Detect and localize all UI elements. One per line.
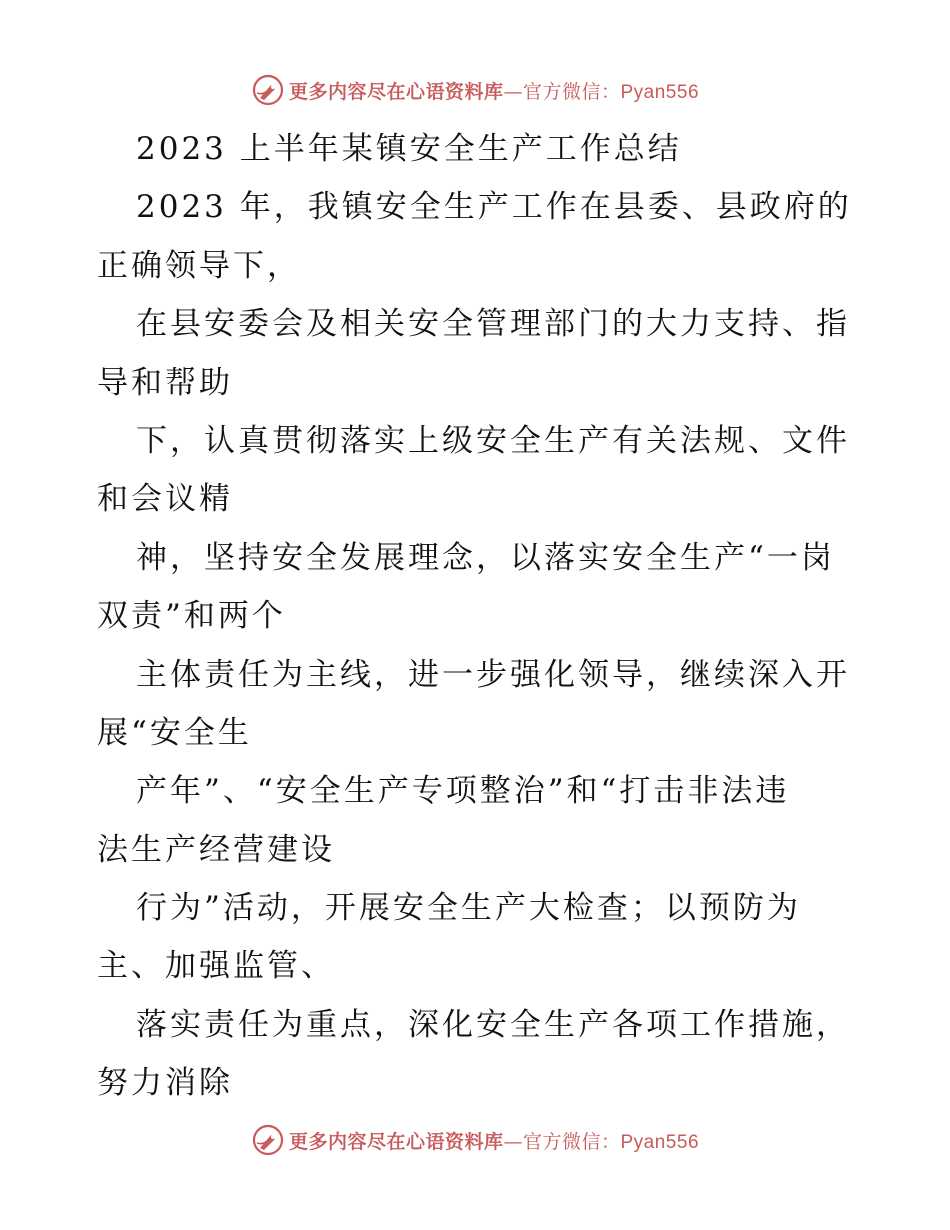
paragraph-line: 法生产经营建设: [97, 831, 335, 868]
document-title: 2023 上半年某镇安全生产工作总结: [136, 131, 682, 167]
watermark-main: 更多内容尽在心语资料库: [288, 1130, 504, 1153]
paragraph-line: 主体责任为主线，进一步强化领导，继续深入开: [136, 656, 850, 693]
paragraph-line: 导和帮助: [97, 364, 233, 401]
pen-nib-logo-icon: [251, 1123, 285, 1157]
watermark-banner-top: [0, 70, 950, 110]
paragraph-line: 产年”、“安全生产专项整治”和“打击非法违: [136, 773, 790, 810]
watermark-text: [289, 1127, 699, 1154]
watermark-wechat-id: Pyan556: [620, 81, 700, 103]
document-body: [97, 120, 857, 1113]
paragraph-line: 落实责任为重点，深化安全生产各项工作措施，: [136, 1006, 850, 1043]
paragraph-line: 2023 年，我镇安全生产工作在县委、县政府的: [136, 189, 852, 226]
paragraph-line: 在县安委会及相关安全管理部门的大力支持、指: [136, 306, 850, 343]
paragraph-line: 双责”和两个: [97, 598, 286, 635]
paragraph-line: 努力消除: [97, 1065, 233, 1102]
paragraph-line: 正确领导下，: [97, 247, 301, 284]
watermark-wechat-id: Pyan556: [620, 1131, 700, 1153]
watermark-wechat-label: 官方微信：: [522, 1130, 621, 1153]
paragraph-line: 主、加强监管、: [97, 948, 335, 985]
watermark-wechat-label: 官方微信：: [522, 80, 621, 103]
watermark-text: [289, 77, 699, 104]
watermark-dash: —: [503, 1130, 523, 1153]
paragraph-line: 行为”活动，开展安全生产大检查；以预防为: [136, 890, 801, 927]
watermark-dash: —: [503, 80, 523, 103]
paragraph-line: 展“安全生: [97, 714, 252, 751]
watermark-banner-bottom: [0, 1120, 950, 1160]
paragraph-line: 和会议精: [97, 481, 233, 518]
pen-nib-logo-icon: [251, 73, 285, 107]
watermark-main: 更多内容尽在心语资料库: [288, 80, 504, 103]
paragraph-line: 下，认真贯彻落实上级安全生产有关法规、文件: [136, 422, 850, 459]
paragraph-line: 神，坚持安全发展理念，以落实安全生产“一岗: [136, 539, 835, 576]
